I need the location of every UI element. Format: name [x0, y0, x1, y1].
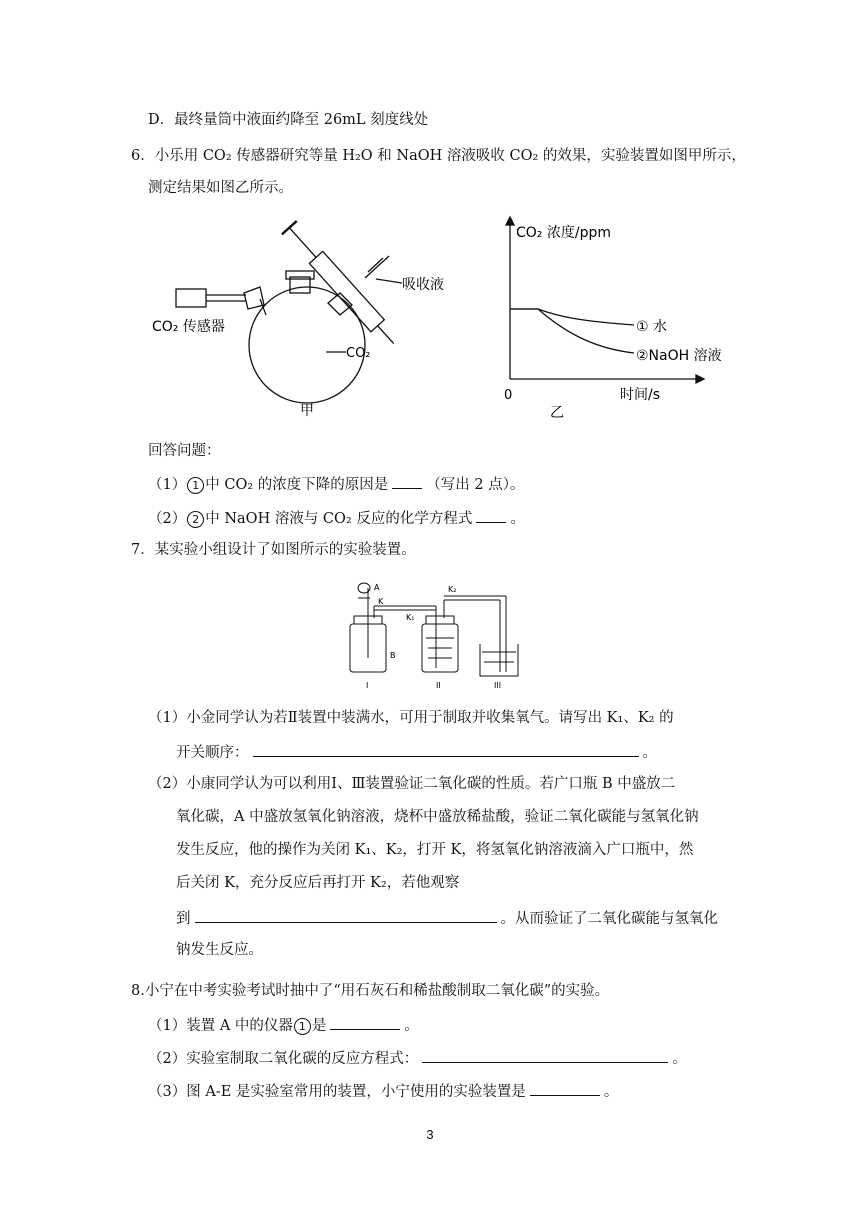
q8-sub2-end: 。 — [672, 1051, 687, 1067]
q6-sub1-num: （1） — [148, 477, 187, 493]
q8-sub2-text: （2）实验室制取二氧化碳的反应方程式： — [148, 1051, 419, 1067]
label-B: B — [390, 651, 396, 660]
q8-sub2 — [148, 1047, 687, 1069]
sensor-label: CO₂ 传感器 — [152, 319, 225, 335]
q6-sub2-num: （2） — [148, 511, 187, 527]
answer-blank-8-1[interactable] — [330, 1014, 400, 1030]
co2-label: CO₂ — [346, 346, 371, 361]
answer-intro: 回答问题： — [148, 443, 221, 459]
origin-label: 0 — [504, 388, 513, 403]
q6-sub1 — [148, 473, 524, 495]
curve2-label: ②NaOH 溶液 — [636, 348, 722, 364]
answer-blank-8-3[interactable] — [530, 1080, 600, 1096]
answer-blank-6-2[interactable] — [476, 507, 506, 523]
q8-sub1-text: （1）装置 A 中的仪器 — [148, 1018, 293, 1034]
q7-p2-line5-end: 。从而验证了二氧化碳能与氢氧化 — [500, 911, 718, 927]
q7-p1-end: 。 — [642, 745, 657, 761]
q6-sub2 — [148, 507, 525, 529]
label-I: I — [366, 681, 369, 690]
y-axis-label: CO₂ 浓度/ppm — [516, 225, 611, 241]
x-axis-label: 时间/s — [620, 387, 661, 403]
round-flask — [249, 287, 365, 403]
q6-sub2-tail: 。 — [510, 511, 525, 527]
figure-q7-apparatus — [340, 578, 520, 692]
q7-p2-line1: （2）小康同学认为可以利用Ⅰ、Ⅲ装置验证二氧化碳的性质。若广口瓶 B 中盛放二 — [148, 776, 676, 792]
label-K2: K₂ — [448, 585, 457, 594]
q7-p2-line2: 氧化碳，A 中盛放氢氧化钠溶液，烧杯中盛放稀盐酸，验证二氧化碳能与氢氧化钠 — [176, 809, 699, 825]
curve-naoh — [510, 309, 634, 353]
q8-sub3-text: （3）图 A-E 是实验室常用的装置，小宁使用的实验装置是 — [148, 1084, 526, 1100]
label-II: II — [436, 681, 441, 690]
q7-p1-line2 — [176, 741, 657, 763]
q7-p2-line5 — [176, 907, 718, 929]
q7-p2-line6: 钠发生反应。 — [176, 942, 263, 958]
q7-p1-prefix: 开关顺序： — [176, 745, 249, 761]
q5-option-d: D．最终量筒中液面约降至 26mL 刻度线处 — [148, 112, 429, 128]
page-number: 3 — [426, 1127, 434, 1142]
q6-stem-line2: 测定结果如图乙所示。 — [148, 180, 293, 196]
label-K: K — [378, 597, 384, 606]
q6-sub2-text: 中 NaOH 溶液与 CO₂ 反应的化学方程式 — [205, 511, 473, 527]
q8-sub3-end: 。 — [603, 1084, 619, 1100]
q7-stem: 7．某实验小组设计了如图所示的实验装置。 — [131, 542, 416, 558]
circled-1-q8: 1 — [294, 1018, 311, 1035]
q7-p2-line3: 发生反应，他的操作为关闭 K₁、K₂，打开 K，将氢氧化钠溶液滴入广口瓶中，然 — [176, 842, 694, 858]
q8-sub3 — [148, 1080, 618, 1102]
sensor-box — [176, 289, 206, 307]
q8-sub1 — [148, 1014, 419, 1036]
answer-blank-6-1[interactable] — [392, 473, 422, 489]
q7-p2-line4: 后关闭 K，充分反应后再打开 K₂，若他观察 — [176, 875, 460, 891]
figure-jia — [140, 205, 460, 425]
caption-yi: 乙 — [550, 405, 564, 421]
figure-yi — [490, 215, 740, 427]
curve1-label: ① 水 — [636, 319, 668, 335]
q6-sub1-text: 中 CO₂ 的浓度下降的原因是 — [205, 477, 389, 493]
q6-stem-line1: 6．小乐用 CO₂ 传感器研究等量 H₂O 和 NaOH 溶液吸收 CO₂ 的效果，实验装置如图甲所示， — [131, 148, 746, 164]
circled-2: 2 — [187, 511, 204, 528]
q8-sub1-mid: 是 — [311, 1018, 327, 1034]
q6-sub1-tail: （写出 2 点）。 — [426, 477, 525, 493]
answer-blank-7-2[interactable] — [195, 907, 497, 923]
absorb-label: 吸收液 — [402, 277, 444, 293]
label-III: III — [494, 681, 502, 690]
answer-blank-8-2[interactable] — [422, 1047, 668, 1063]
circled-1: 1 — [187, 477, 204, 494]
answer-blank-7-1[interactable] — [253, 741, 639, 757]
q8-stem: 8.小宁在中考实验考试时抽中了“用石灰石和稀盐酸制取二氧化碳”的实验。 — [131, 983, 610, 999]
label-K1: K₁ — [406, 613, 415, 622]
q7-p2-line5-start: 到 — [176, 911, 191, 927]
syringe-barrel — [309, 251, 384, 331]
caption-jia: 甲 — [300, 403, 314, 419]
label-A: A — [374, 583, 380, 592]
q7-p1-line1: （1）小金同学认为若Ⅱ装置中装满水，可用于制取并收集氧气。请写出 K₁、K₂ 的 — [148, 710, 674, 726]
beaker-III — [480, 644, 518, 676]
q8-sub1-end: 。 — [404, 1018, 419, 1034]
curve-water — [510, 309, 634, 325]
